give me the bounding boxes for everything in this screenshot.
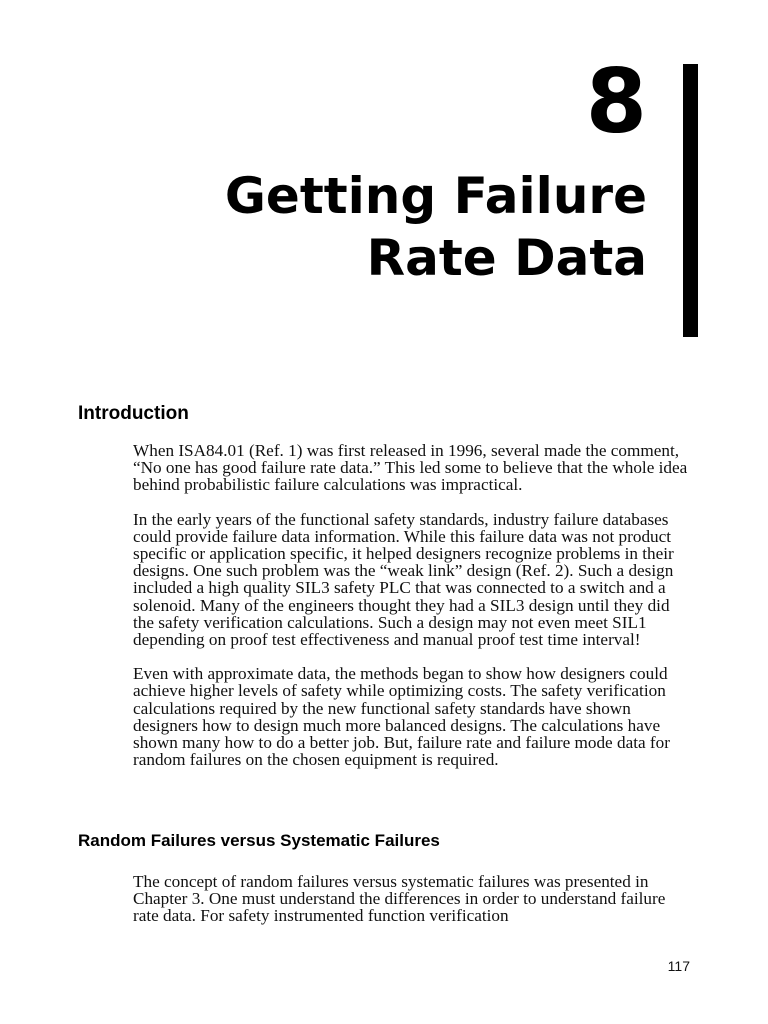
chapter-marker-bar (683, 64, 698, 337)
random-failures-body (133, 873, 693, 942)
chapter-title-line-2: Rate Data (366, 229, 647, 287)
paragraph: When ISA84.01 (Ref. 1) was first released in 1996, several made the comment, “No one has good failure rate data.” This led some to believe that the whole idea behind probabilistic failure calculations was impractical. (133, 441, 688, 495)
paragraph: Even with approximate data, the methods began to show how designers could achieve higher levels of safety while optimizing costs. The safety verification calculations required by the new functional safety standards have shown designers how to design much more balanced designs. The calculations have shown many how to do a better job. But, failure rate and failure mode data for random failures on the chosen equipment is required. (133, 664, 670, 770)
introduction-body (133, 442, 693, 785)
page-number: 117 (667, 958, 690, 974)
chapter-title (147, 165, 647, 289)
paragraph: The concept of random failures versus systematic failures was presented in Chapter 3. One must understand the differences in order to understand failure rate data. For safety instrumented function verification (133, 872, 666, 926)
paragraph: In the early years of the functional safety standards, industry failure databases could provide failure data information. While this failure data was not product specific or application specific, it helped designers recognize problems in their designs. One such problem was the “weak link” design (Ref. 2). Such a design included a high quality SIL3 safety PLC that was connected to a switch and a solenoid. Many of the engineers thought they had a SIL3 design until they did the safety verification calculations. Such a design may not even meet SIL1 depending on proof test effectiveness and manual proof test time interval! (133, 509, 674, 650)
section-heading-introduction: Introduction (78, 403, 189, 424)
chapter-title-line-1: Getting Failure (224, 167, 647, 225)
section-heading-random-failures: Random Failures versus Systematic Failures (78, 831, 440, 850)
chapter-number: 8 (585, 50, 647, 153)
